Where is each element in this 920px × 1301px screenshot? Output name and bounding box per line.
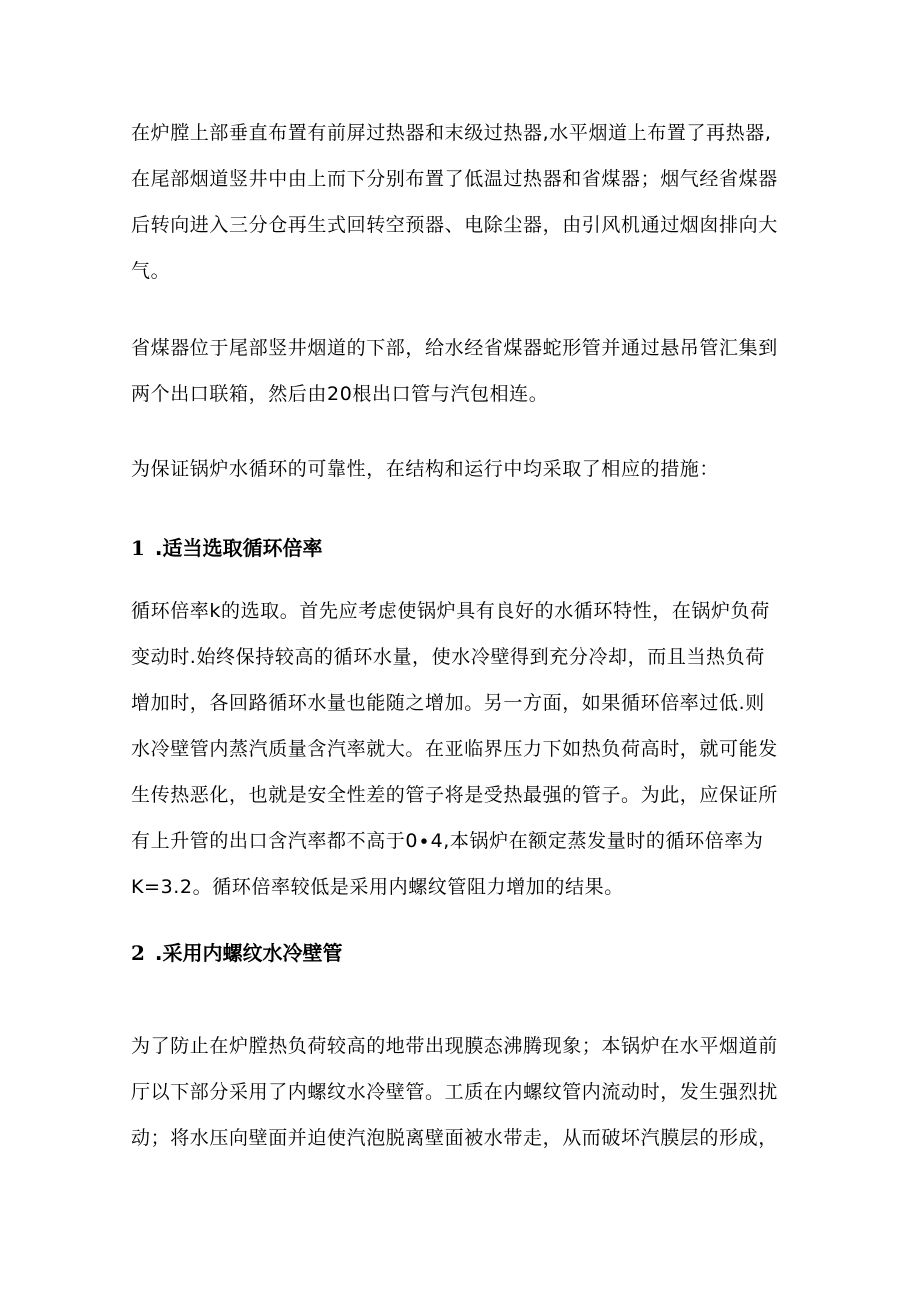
paragraph-measures-intro: [131, 446, 821, 492]
text-line: 动；将水压向壁面并迫使汽泡脱离壁面被水带走，从而破坏汽膜层的形成，: [131, 1127, 778, 1149]
text-line: 变动时.始终保持较高的循环水量，使水冷壁得到充分冷却，而且当热负荷: [131, 646, 765, 668]
heading-number: 2: [131, 941, 145, 965]
text-line: 为了防止在炉膛热负荷较高的地带出现膜态沸腾现象；本锅炉在水平烟道前: [131, 1035, 778, 1057]
section-heading-1: [131, 533, 323, 563]
heading-text: .适当选取循环倍率: [154, 536, 323, 560]
text-line: 循环倍率k的选取。首先应考虑使锅炉具有良好的水循环特性，在锅炉负荷: [131, 600, 770, 622]
heading-number: 1: [131, 536, 145, 560]
text-line: 增加时，各回路循环水量也能随之增加。另一方面，如果循环倍率过低.则: [131, 692, 765, 714]
paragraph-circulation-ratio: [131, 588, 821, 910]
paragraph-rifled-tubes: [131, 1023, 821, 1161]
heading-text: .采用内螺纹水冷壁管: [154, 941, 343, 965]
text-line: 在尾部烟道竖井中由上而下分别布置了低温过热器和省煤器；烟气经省煤器: [131, 168, 778, 190]
text-line: 为保证锅炉水循环的可靠性，在结构和运行中均采取了相应的措施：: [131, 458, 720, 480]
text-line: 生传热恶化，也就是安全性差的管子将是受热最强的管子。为此，应保证所: [131, 784, 778, 806]
text-line: 水冷壁管内蒸汽质量含汽率就大。在亚临界压力下如热负荷高时，就可能发: [131, 738, 778, 760]
text-line: 气。: [131, 260, 171, 282]
text-line: 有上升管的出口含汽率都不高于0∙4,本锅炉在额定蒸发量时的循环倍率为: [131, 830, 764, 852]
text-line: 省煤器位于尾部竖井烟道的下部，给水经省煤器蛇形管并通过悬吊管汇集到: [131, 337, 778, 359]
text-line: 在炉膛上部垂直布置有前屏过热器和末级过热器,水平烟道上布置了再热器,: [131, 122, 772, 144]
paragraph-economizer: [131, 325, 821, 417]
paragraph-furnace-layout: [131, 110, 821, 294]
text-line: 厅以下部分采用了内螺纹水冷壁管。工质在内螺纹管内流动时，发生强烈扰: [131, 1081, 778, 1103]
section-heading-2: [131, 938, 343, 968]
text-line: K=3.2。循环倍率较低是采用内螺纹管阻力增加的结果。: [131, 876, 624, 898]
text-line: 两个出口联箱，然后由20根出口管与汽包相连。: [131, 383, 549, 405]
text-line: 后转向进入三分仓再生式回转空预器、电除尘器，由引风机通过烟囱排向大: [131, 214, 778, 236]
